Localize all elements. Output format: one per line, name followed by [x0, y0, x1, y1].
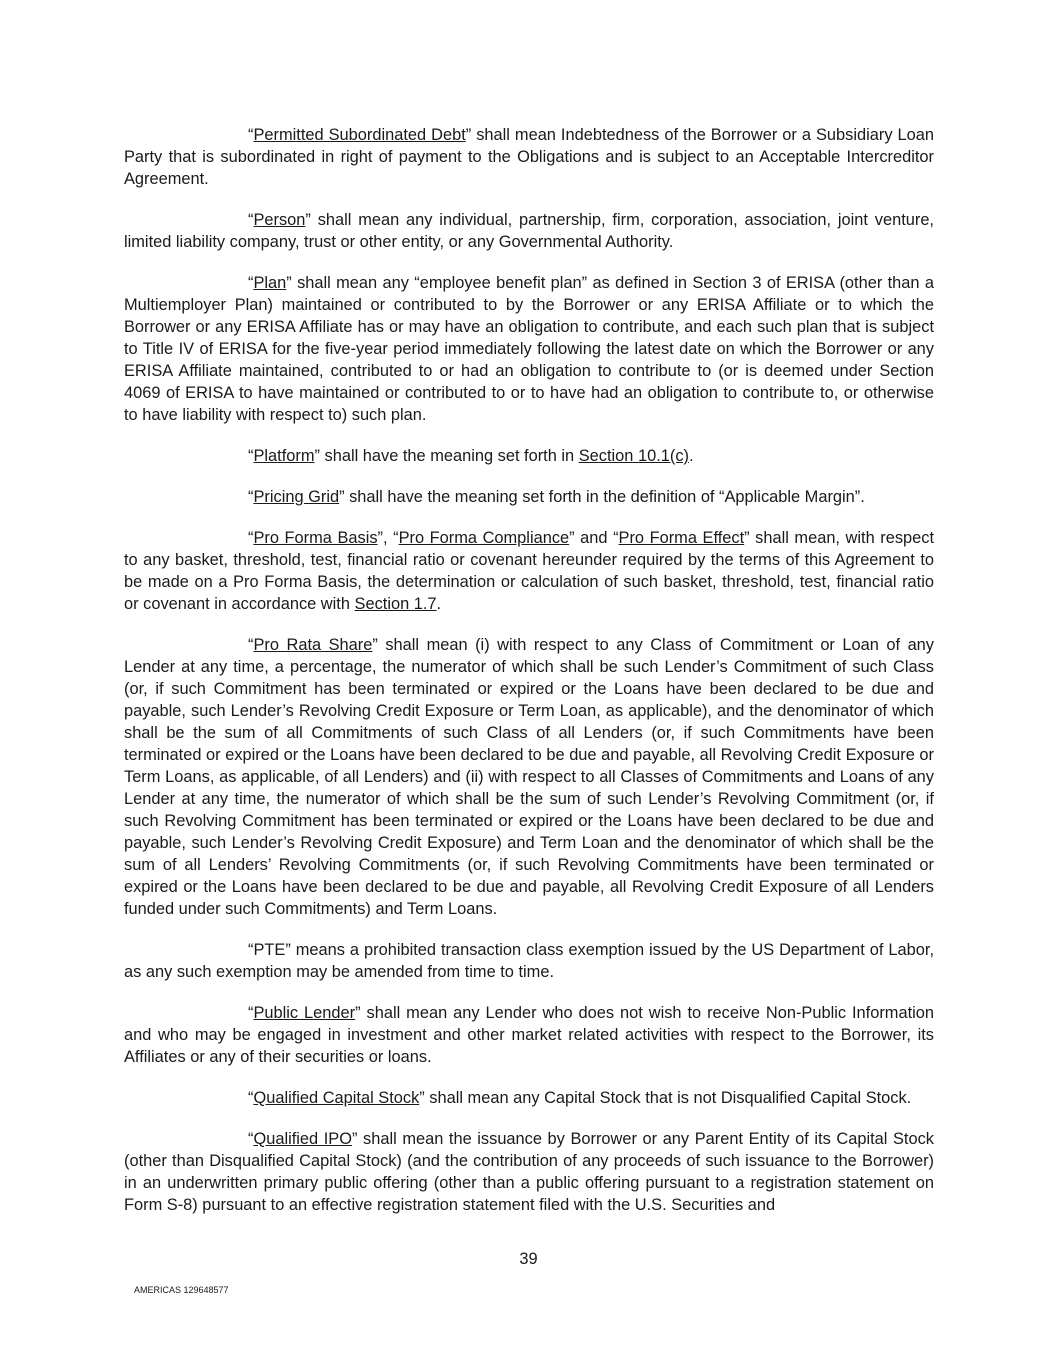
defined-term: Pro Forma Effect	[618, 529, 745, 547]
defined-term: Pro Rata Share	[253, 636, 373, 654]
definition-text: ” shall have the meaning set forth in the definition of “Applicable Margin”.	[339, 488, 865, 506]
definition-text: ” shall mean any “employee benefit plan” as defined in Section 3 of ERISA (other than a Multiemployer Plan) maintained or contributed to by the Borrower or any ERISA Affiliate or to which the Borrower or any ERISA Affiliate has or may have an obligation to contribute, and each such plan that is subject to Title IV of ERISA for the five-year period immediately following the latest date on which the Borrower or any ERISA Affiliate maintained, contributed to or had an obligation to contribute to (or is deemed under Section 4069 of ERISA to have maintained or contributed to or to have had an obligation to contribute to, or otherwise to have liability with respect to) such plan.	[124, 274, 934, 424]
defined-term: Pro Forma Basis	[253, 529, 378, 547]
definition-text: ” shall mean any Capital Stock that is not Disqualified Capital Stock.	[419, 1089, 912, 1107]
definition-qualified-ipo	[124, 1128, 934, 1216]
document-body	[124, 124, 934, 1235]
defined-term: Plan	[253, 274, 287, 292]
definition-text: “PTE” means a prohibited transaction class exemption issued by the US Department of Labor, as any such exemption may be amended from time to time.	[124, 941, 934, 981]
section-reference-link[interactable]: Section 10.1(c)	[578, 447, 689, 465]
open-quote: “	[248, 211, 254, 229]
definition-pro-rata-share	[124, 634, 934, 920]
open-quote: “	[248, 1089, 254, 1107]
definition-plan	[124, 272, 934, 426]
definition-pte	[124, 939, 934, 983]
defined-term: Qualified IPO	[253, 1130, 352, 1148]
definition-pro-forma	[124, 527, 934, 615]
open-quote: “	[248, 1004, 254, 1022]
defined-term: Qualified Capital Stock	[253, 1089, 420, 1107]
definition-text: ” shall mean Indebtedness of the Borrower or a Subsidiary Loan Party that is subordinated in right of payment to the Obligations and is subject to an Acceptable Intercreditor Agreement.	[124, 126, 934, 188]
definition-text: ” shall mean any individual, partnership, firm, corporation, association, joint venture, limited liability company, trust or other entity, or any Governmental Authority.	[124, 211, 934, 251]
definition-permitted-subordinated-debt	[124, 124, 934, 190]
definition-text: ” shall have the meaning set forth in	[314, 447, 579, 465]
defined-term: Public Lender	[253, 1004, 356, 1022]
open-quote: “	[248, 274, 254, 292]
defined-term: Pricing Grid	[253, 488, 340, 506]
definition-text-end: .	[436, 595, 442, 613]
definition-platform	[124, 445, 934, 467]
open-quote: “	[248, 636, 254, 654]
definition-text: ” shall mean any Lender who does not wish to receive Non-Public Information and who may be engaged in investment and other market related activities with respect to the Borrower, its Affiliates or any of their securities or loans.	[124, 1004, 935, 1066]
open-quote: “	[248, 488, 254, 506]
definition-public-lender	[124, 1002, 934, 1068]
separator-text: ” and “	[569, 529, 619, 547]
definition-text: ” shall mean (i) with respect to any Class of Commitment or Loan of any Lender at any time, a percentage, the numerator of which shall be such Lender’s Commitment of such Class (or, if such Commitment has been terminated or expired or the Loans have been declared to be due and payable, such Lender’s Revolving Credit Exposure or Term Loan, as applicable), and the denominator of which shall be the sum of all Commitments of such Class of all Lenders (or, if such Commitments have been terminated or expired or the Loans have been declared to be due and payable, all Revolving Credit Exposure or Term Loans, as applicable, of all Lenders) and (ii) with respect to all Classes of Commitments and Loans of any Lender at any time, the numerator of which shall be the sum of such Lender’s Revolving Commitment (or, if such Revolving Commitment has been terminated or expired or the Loans have been declared to be due and payable, such Lender’s Revolving Credit Exposure) and Term Loan and the denominator of which shall be the sum of all Lenders’ Revolving Commitments (or, if such Revolving Commitments have been terminated or expired or the Loans have been declared to be due and payable, all Revolving Credit Exposure of all Lenders funded under such Commitments) and Term Loans.	[124, 636, 934, 918]
defined-term: Person	[253, 211, 306, 229]
defined-term: Pro Forma Compliance	[398, 529, 570, 547]
definition-text: ” shall mean, with respect to any basket, threshold, test, financial ratio or covenant hereunder required by the terms of this Agreement to be made on a Pro Forma Basis, the determination or calculation of such basket, threshold, test, financial ratio or covenant in accordance with	[124, 529, 935, 613]
open-quote: “	[248, 1130, 254, 1148]
document-id-footer: AMERICAS 129648577	[134, 1285, 229, 1295]
definition-text: ” shall mean the issuance by Borrower or any Parent Entity of its Capital Stock (other than Disqualified Capital Stock) (and the contribution of any proceeds of such issuance to the Borrower) in an underwritten primary public offering (other than a public offering pursuant to a registration statement on Form S-8) pursuant to an effective registration statement filed with the U.S. Securities and	[124, 1130, 934, 1214]
defined-term: Platform	[253, 447, 315, 465]
definition-person	[124, 209, 934, 253]
definition-qualified-capital-stock	[124, 1087, 934, 1109]
page-number: 39	[519, 1250, 538, 1268]
definition-text-end: .	[688, 447, 694, 465]
open-quote: “	[248, 529, 254, 547]
open-quote: “	[248, 126, 254, 144]
separator-text: ”, “	[377, 529, 399, 547]
open-quote: “	[248, 447, 254, 465]
definition-pricing-grid	[124, 486, 934, 508]
section-reference-link[interactable]: Section 1.7	[354, 595, 437, 613]
defined-term: Permitted Subordinated Debt	[253, 126, 466, 144]
